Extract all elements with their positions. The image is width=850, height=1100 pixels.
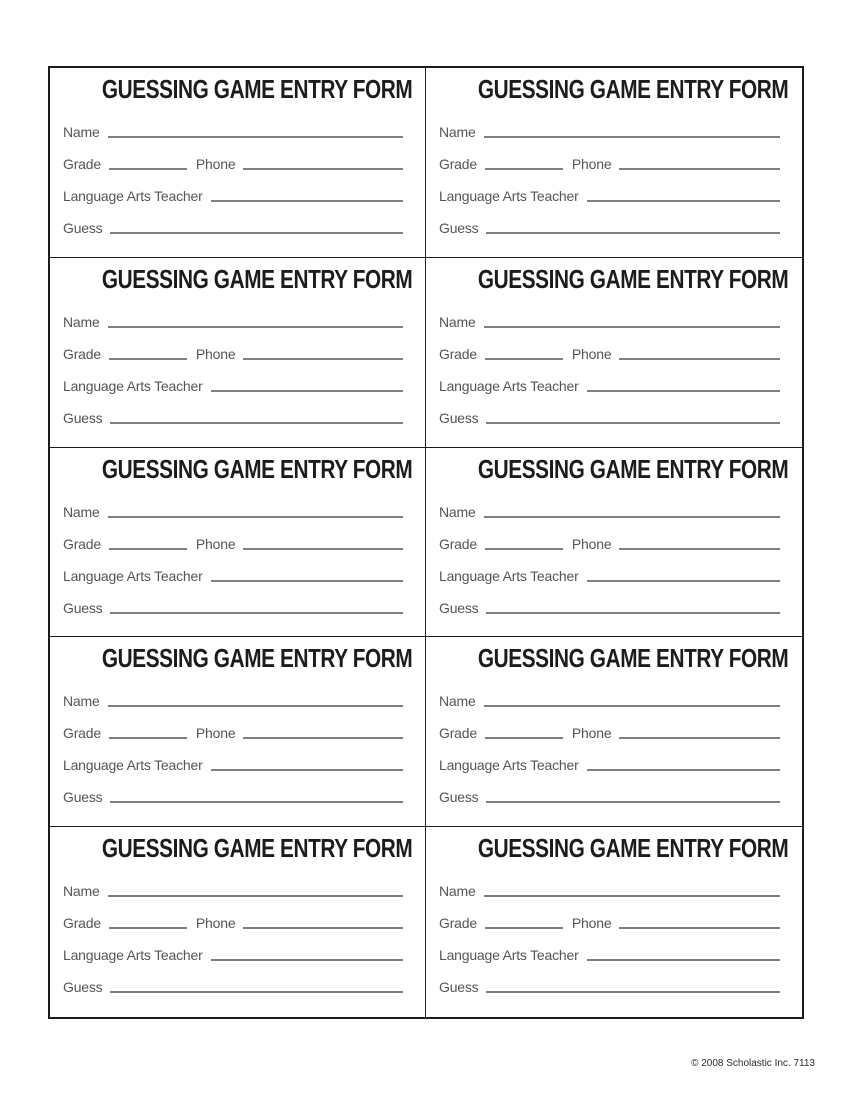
teacher-field-row — [439, 741, 780, 773]
grade-blank-line — [485, 548, 563, 550]
grade-blank-line — [485, 737, 563, 739]
card-title-text: GUESSING GAME ENTRY FORM — [477, 453, 789, 484]
teacher-blank-line — [211, 769, 403, 771]
guess-field-row — [439, 394, 780, 426]
phone-label: Phone — [571, 535, 612, 552]
card-fields — [63, 298, 403, 426]
card-title — [63, 643, 413, 676]
teacher-field-row — [63, 362, 403, 394]
grade-blank-line — [109, 548, 187, 550]
card-title — [439, 833, 789, 866]
grade-phone-field-row — [63, 899, 403, 931]
teacher-field-row — [63, 552, 403, 584]
name-blank-line — [108, 326, 403, 328]
guess-blank-line — [110, 232, 403, 234]
grade-label: Grade — [63, 915, 101, 932]
grade-label: Grade — [63, 725, 101, 742]
grade-phone-field-row — [439, 140, 780, 172]
guess-field-row — [439, 584, 780, 616]
name-field-row — [63, 298, 403, 330]
name-label: Name — [63, 693, 100, 710]
guess-label: Guess — [439, 789, 479, 806]
teacher-blank-line — [211, 200, 403, 202]
teacher-field-row — [439, 931, 780, 963]
phone-blank-line — [619, 737, 780, 739]
teacher-blank-line — [587, 390, 780, 392]
card-fields — [439, 677, 780, 805]
guess-field-row — [439, 963, 780, 995]
card-fields — [63, 867, 403, 995]
card-title — [63, 263, 413, 297]
card-fields — [63, 488, 403, 616]
guess-field-row — [63, 204, 403, 236]
guess-blank-line — [486, 422, 780, 424]
teacher-blank-line — [587, 769, 780, 771]
teacher-label: Language Arts Teacher — [439, 757, 579, 774]
guess-blank-line — [486, 801, 780, 803]
grade-blank-line — [109, 927, 187, 929]
guess-label: Guess — [63, 599, 103, 616]
guess-blank-line — [486, 612, 780, 614]
teacher-field-row — [63, 172, 403, 204]
phone-label: Phone — [571, 915, 612, 932]
name-field-row — [439, 867, 780, 899]
entry-form-grid — [48, 66, 804, 1019]
copyright-note: © 2008 Scholastic Inc. 7113 — [691, 1058, 815, 1069]
card-title-text: GUESSING GAME ENTRY FORM — [477, 643, 789, 674]
grade-blank-line — [485, 358, 563, 360]
guess-label: Guess — [439, 599, 479, 616]
entry-form-card — [50, 827, 426, 1017]
grade-label: Grade — [63, 345, 101, 362]
guess-field-row — [63, 773, 403, 805]
phone-blank-line — [243, 927, 403, 929]
grade-label: Grade — [439, 725, 477, 742]
phone-label: Phone — [195, 156, 236, 172]
entry-form-card — [426, 68, 802, 258]
card-title-text: GUESSING GAME ENTRY FORM — [477, 74, 789, 104]
entry-form-card — [426, 448, 802, 638]
grade-blank-line — [109, 737, 187, 739]
card-fields — [63, 677, 403, 805]
grade-label: Grade — [439, 156, 477, 172]
guess-field-row — [63, 584, 403, 616]
guess-label: Guess — [63, 220, 103, 236]
teacher-field-row — [439, 552, 780, 584]
teacher-label: Language Arts Teacher — [63, 567, 203, 584]
grade-blank-line — [109, 358, 187, 360]
teacher-blank-line — [211, 390, 403, 392]
entry-form-card — [426, 637, 802, 827]
name-field-row — [63, 488, 403, 520]
card-title — [439, 643, 789, 676]
phone-blank-line — [243, 737, 403, 739]
guess-blank-line — [110, 801, 403, 803]
teacher-label: Language Arts Teacher — [63, 757, 203, 774]
grade-label: Grade — [439, 535, 477, 552]
guess-label: Guess — [439, 220, 479, 236]
entry-form-card — [50, 258, 426, 448]
phone-label: Phone — [195, 915, 236, 932]
grade-blank-line — [485, 927, 563, 929]
phone-blank-line — [619, 358, 780, 360]
card-title-text: GUESSING GAME ENTRY FORM — [101, 74, 413, 104]
guess-label: Guess — [439, 409, 479, 426]
guess-field-row — [439, 204, 780, 236]
card-title-text: GUESSING GAME ENTRY FORM — [477, 833, 789, 864]
entry-form-card — [426, 827, 802, 1017]
card-fields — [63, 108, 403, 236]
guess-field-row — [439, 773, 780, 805]
name-blank-line — [484, 516, 780, 518]
grade-phone-field-row — [63, 140, 403, 172]
name-label: Name — [439, 693, 476, 710]
grade-blank-line — [109, 168, 187, 170]
guess-blank-line — [486, 991, 780, 993]
name-label: Name — [63, 503, 100, 520]
card-title-text: GUESSING GAME ENTRY FORM — [477, 263, 789, 294]
teacher-blank-line — [587, 580, 780, 582]
name-label: Name — [63, 124, 100, 140]
phone-blank-line — [619, 548, 780, 550]
grade-phone-field-row — [439, 899, 780, 931]
teacher-field-row — [439, 362, 780, 394]
guess-field-row — [63, 963, 403, 995]
phone-label: Phone — [195, 345, 236, 362]
card-title-text: GUESSING GAME ENTRY FORM — [101, 263, 413, 294]
entry-form-card — [50, 448, 426, 638]
grade-phone-field-row — [439, 520, 780, 552]
teacher-field-row — [439, 172, 780, 204]
phone-blank-line — [243, 168, 403, 170]
card-fields — [439, 488, 780, 616]
teacher-field-row — [63, 741, 403, 773]
grade-label: Grade — [439, 345, 477, 362]
card-title — [63, 453, 413, 487]
name-field-row — [439, 677, 780, 709]
phone-label: Phone — [195, 725, 236, 742]
card-fields — [439, 298, 780, 426]
card-title-text: GUESSING GAME ENTRY FORM — [101, 453, 413, 484]
name-label: Name — [439, 124, 476, 140]
name-blank-line — [484, 326, 780, 328]
guess-label: Guess — [439, 979, 479, 996]
phone-blank-line — [619, 168, 780, 170]
name-blank-line — [484, 136, 780, 138]
name-blank-line — [484, 705, 780, 707]
guess-label: Guess — [63, 409, 103, 426]
name-label: Name — [439, 503, 476, 520]
card-title — [439, 263, 789, 297]
guess-blank-line — [110, 991, 403, 993]
grade-label: Grade — [63, 535, 101, 552]
name-blank-line — [108, 136, 403, 138]
card-fields — [439, 108, 780, 236]
name-field-row — [63, 867, 403, 899]
guess-label: Guess — [63, 979, 103, 996]
phone-blank-line — [619, 927, 780, 929]
phone-label: Phone — [195, 535, 236, 552]
name-label: Name — [439, 313, 476, 330]
phone-label: Phone — [571, 156, 612, 172]
guess-blank-line — [486, 232, 780, 234]
name-label: Name — [439, 883, 476, 900]
card-fields — [439, 867, 780, 995]
grade-label: Grade — [439, 915, 477, 932]
teacher-blank-line — [211, 580, 403, 582]
guess-blank-line — [110, 422, 403, 424]
guess-blank-line — [110, 612, 403, 614]
card-title — [63, 74, 413, 107]
guess-field-row — [63, 394, 403, 426]
grade-phone-field-row — [439, 330, 780, 362]
grade-phone-field-row — [439, 709, 780, 741]
teacher-blank-line — [587, 200, 780, 202]
teacher-label: Language Arts Teacher — [439, 567, 579, 584]
grade-phone-field-row — [63, 330, 403, 362]
teacher-label: Language Arts Teacher — [439, 188, 579, 204]
grade-blank-line — [485, 168, 563, 170]
name-label: Name — [63, 313, 100, 330]
phone-label: Phone — [571, 345, 612, 362]
teacher-label: Language Arts Teacher — [63, 188, 203, 204]
teacher-label: Language Arts Teacher — [63, 947, 203, 964]
grade-phone-field-row — [63, 709, 403, 741]
entry-form-card — [50, 637, 426, 827]
entry-form-card — [426, 258, 802, 448]
card-title-text: GUESSING GAME ENTRY FORM — [101, 833, 413, 864]
grade-label: Grade — [63, 156, 101, 172]
card-title-text: GUESSING GAME ENTRY FORM — [101, 643, 413, 674]
teacher-blank-line — [587, 959, 780, 961]
guess-label: Guess — [63, 789, 103, 806]
name-blank-line — [108, 516, 403, 518]
name-field-row — [439, 298, 780, 330]
name-blank-line — [108, 705, 403, 707]
name-field-row — [439, 108, 780, 140]
phone-blank-line — [243, 358, 403, 360]
card-title — [439, 74, 789, 107]
name-blank-line — [108, 895, 403, 897]
card-title — [439, 453, 789, 487]
teacher-field-row — [63, 931, 403, 963]
name-field-row — [63, 677, 403, 709]
teacher-label: Language Arts Teacher — [439, 947, 579, 964]
name-field-row — [439, 488, 780, 520]
teacher-label: Language Arts Teacher — [63, 377, 203, 394]
teacher-blank-line — [211, 959, 403, 961]
name-label: Name — [63, 883, 100, 900]
entry-form-card — [50, 68, 426, 258]
grade-phone-field-row — [63, 520, 403, 552]
name-field-row — [63, 108, 403, 140]
teacher-label: Language Arts Teacher — [439, 377, 579, 394]
name-blank-line — [484, 895, 780, 897]
phone-blank-line — [243, 548, 403, 550]
phone-label: Phone — [571, 725, 612, 742]
card-title — [63, 833, 413, 866]
